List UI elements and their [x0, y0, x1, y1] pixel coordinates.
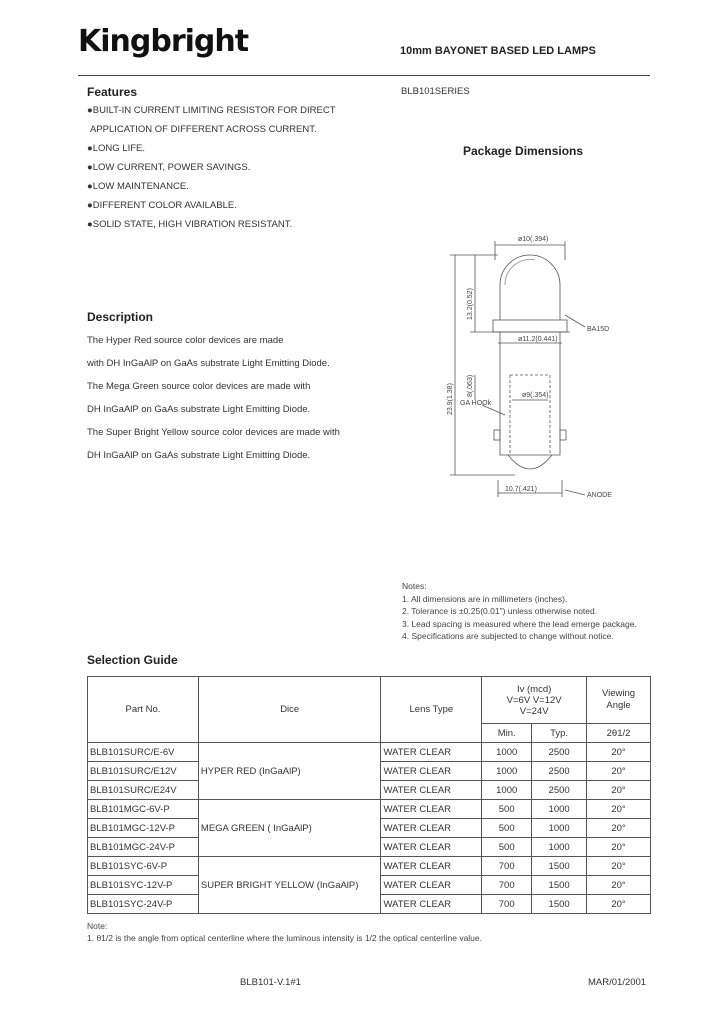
iv-typ: 1000 [532, 819, 587, 838]
table-note-text: 1. θ1/2 is the angle from optical centerline where the luminous intensity is 1/2 the optical centerline value. [87, 933, 483, 943]
brand-logo: Kingbright [78, 24, 249, 59]
package-dimensions-drawing [420, 225, 620, 515]
angle-title-line1: Viewing [601, 688, 636, 699]
iv-title: Iv (mcd) [516, 683, 552, 695]
table-row [88, 800, 651, 819]
dim-mid-diameter: ø11.2(0.441) [518, 336, 558, 343]
dim-lens-height: 13.2(0.52) [467, 288, 474, 320]
footer-doc-id: BLB101-V.1#1 [240, 977, 301, 988]
dim-total-height: 23.9(1.38) [447, 383, 454, 415]
viewing-angle: 20° [587, 743, 651, 762]
iv-typ: 1500 [532, 857, 587, 876]
description-line: DH InGaAlP on GaAs substrate Light Emitting Diode. [87, 404, 311, 415]
feature-item: ●DIFFERENT COLOR AVAILABLE. [87, 200, 237, 211]
feature-item: APPLICATION OF DIFFERENT ACROSS CURRENT. [90, 124, 317, 135]
feature-item: ●LOW CURRENT, POWER SAVINGS. [87, 162, 251, 173]
iv-typ: 1500 [532, 895, 587, 914]
description-line: The Mega Green source color devices are made with [87, 381, 311, 392]
selection-heading: Selection Guide [87, 653, 178, 667]
lens-type: WATER CLEAR [381, 762, 482, 781]
iv-typ: 2500 [532, 781, 587, 800]
features-list [87, 105, 387, 238]
col-typ-header: Typ. [532, 724, 587, 743]
table-row [88, 743, 651, 762]
note-item: 1. All dimensions are in millimeters (inches). [402, 593, 568, 604]
viewing-angle: 20° [587, 876, 651, 895]
iv-voltages: V=6V V=12V [506, 694, 562, 706]
description-line: DH InGaAlP on GaAs substrate Light Emitting Diode. [87, 450, 311, 461]
selection-table [87, 676, 651, 914]
note-item: 2. Tolerance is ±0.25(0.01") unless otherwise noted. [402, 606, 598, 616]
dice-cell: MEGA GREEN ( InGaAlP) [198, 800, 381, 857]
table-row [88, 857, 651, 876]
note-item: 4. Specifications are subjected to change without notice. [402, 631, 614, 641]
iv-min: 500 [482, 800, 532, 819]
dim-inner-diameter: ø9(.354) [522, 392, 549, 399]
notes-heading: Notes: [402, 581, 427, 591]
iv-min: 700 [482, 876, 532, 895]
part-number: BLB101MGC-12V-P [88, 819, 199, 838]
viewing-angle: 20° [587, 895, 651, 914]
part-number: BLB101SURC/E-6V [88, 743, 199, 762]
table-note [87, 920, 482, 944]
iv-typ: 1500 [532, 876, 587, 895]
iv-typ: 1000 [532, 838, 587, 857]
part-number: BLB101SYC-12V-P [88, 876, 199, 895]
header-divider [78, 75, 650, 76]
iv-min: 500 [482, 819, 532, 838]
lens-type: WATER CLEAR [381, 743, 482, 762]
table-note-heading: Note: [87, 921, 108, 931]
notes-block [402, 580, 637, 643]
lens-type: WATER CLEAR [381, 857, 482, 876]
footer-date: MAR/01/2001 [588, 977, 647, 988]
description-line: The Super Bright Yellow source color devices are made with [87, 427, 340, 438]
description-body [87, 335, 387, 473]
col-lens-header: Lens Type [381, 677, 482, 743]
part-number: BLB101SURC/E24V [88, 781, 199, 800]
part-number: BLB101SYC-24V-P [88, 895, 199, 914]
description-line: with DH InGaAlP on GaAs substrate Light Emitting Diode. [87, 358, 330, 369]
iv-typ: 2500 [532, 743, 587, 762]
feature-item: ●LONG LIFE. [87, 143, 146, 154]
feature-item: ●SOLID STATE, HIGH VIBRATION RESISTANT. [87, 219, 293, 230]
viewing-angle: 20° [587, 762, 651, 781]
lens-type: WATER CLEAR [381, 819, 482, 838]
feature-item: ●BUILT-IN CURRENT LIMITING RESISTOR FOR DIRECT [87, 105, 336, 116]
part-number: BLB101MGC-24V-P [88, 838, 199, 857]
part-number: BLB101SYC-6V-P [88, 857, 199, 876]
dice-cell: HYPER RED (InGaAlP) [198, 743, 381, 800]
viewing-angle: 20° [587, 781, 651, 800]
col-min-header: Min. [482, 724, 532, 743]
part-number: BLB101SURC/E12V [88, 762, 199, 781]
document-title: 10mm BAYONET BASED LED LAMPS [400, 45, 596, 57]
series-label: BLB101SERIES [401, 86, 470, 97]
feature-item: ●LOW MAINTENANCE. [87, 181, 189, 192]
dim-hook-label: GA HOOk [460, 400, 492, 407]
dice-cell: SUPER BRIGHT YELLOW (InGaAlP) [198, 857, 381, 914]
package-heading: Package Dimensions [463, 144, 584, 158]
anode-label: ANODE [587, 492, 612, 499]
iv-typ: 2500 [532, 762, 587, 781]
col-iv-header [482, 677, 587, 724]
viewing-angle: 20° [587, 838, 651, 857]
lens-type: WATER CLEAR [381, 800, 482, 819]
viewing-angle: 20° [587, 819, 651, 838]
iv-voltage-24: V=24V [519, 705, 549, 717]
dim-top-diameter: ø10(.394) [518, 236, 549, 243]
description-heading: Description [87, 310, 154, 324]
features-heading: Features [87, 85, 138, 99]
lens-type: WATER CLEAR [381, 876, 482, 895]
iv-min: 700 [482, 857, 532, 876]
iv-min: 1000 [482, 781, 532, 800]
dim-base-width: 10.7(.421) [505, 486, 537, 493]
lens-type: WATER CLEAR [381, 781, 482, 800]
iv-min: 500 [482, 838, 532, 857]
viewing-angle: 20° [587, 800, 651, 819]
iv-min: 1000 [482, 762, 532, 781]
description-line: The Hyper Red source color devices are made [87, 335, 284, 346]
iv-min: 700 [482, 895, 532, 914]
angle-title-line2: Angle [606, 700, 631, 711]
lens-type: WATER CLEAR [381, 895, 482, 914]
col-angle-header [587, 677, 651, 724]
dim-small-height: 8(.063) [467, 374, 474, 397]
iv-min: 1000 [482, 743, 532, 762]
part-number: BLB101MGC-6V-P [88, 800, 199, 819]
col-theta-header: 2θ1/2 [587, 724, 651, 743]
lens-type: WATER CLEAR [381, 838, 482, 857]
dim-base-code: BA15D [587, 326, 610, 333]
viewing-angle: 20° [587, 857, 651, 876]
col-part-header: Part No. [88, 677, 199, 743]
iv-typ: 1000 [532, 800, 587, 819]
col-dice-header: Dice [198, 677, 381, 743]
note-item: 3. Lead spacing is measured where the lead emerge package. [402, 618, 637, 629]
